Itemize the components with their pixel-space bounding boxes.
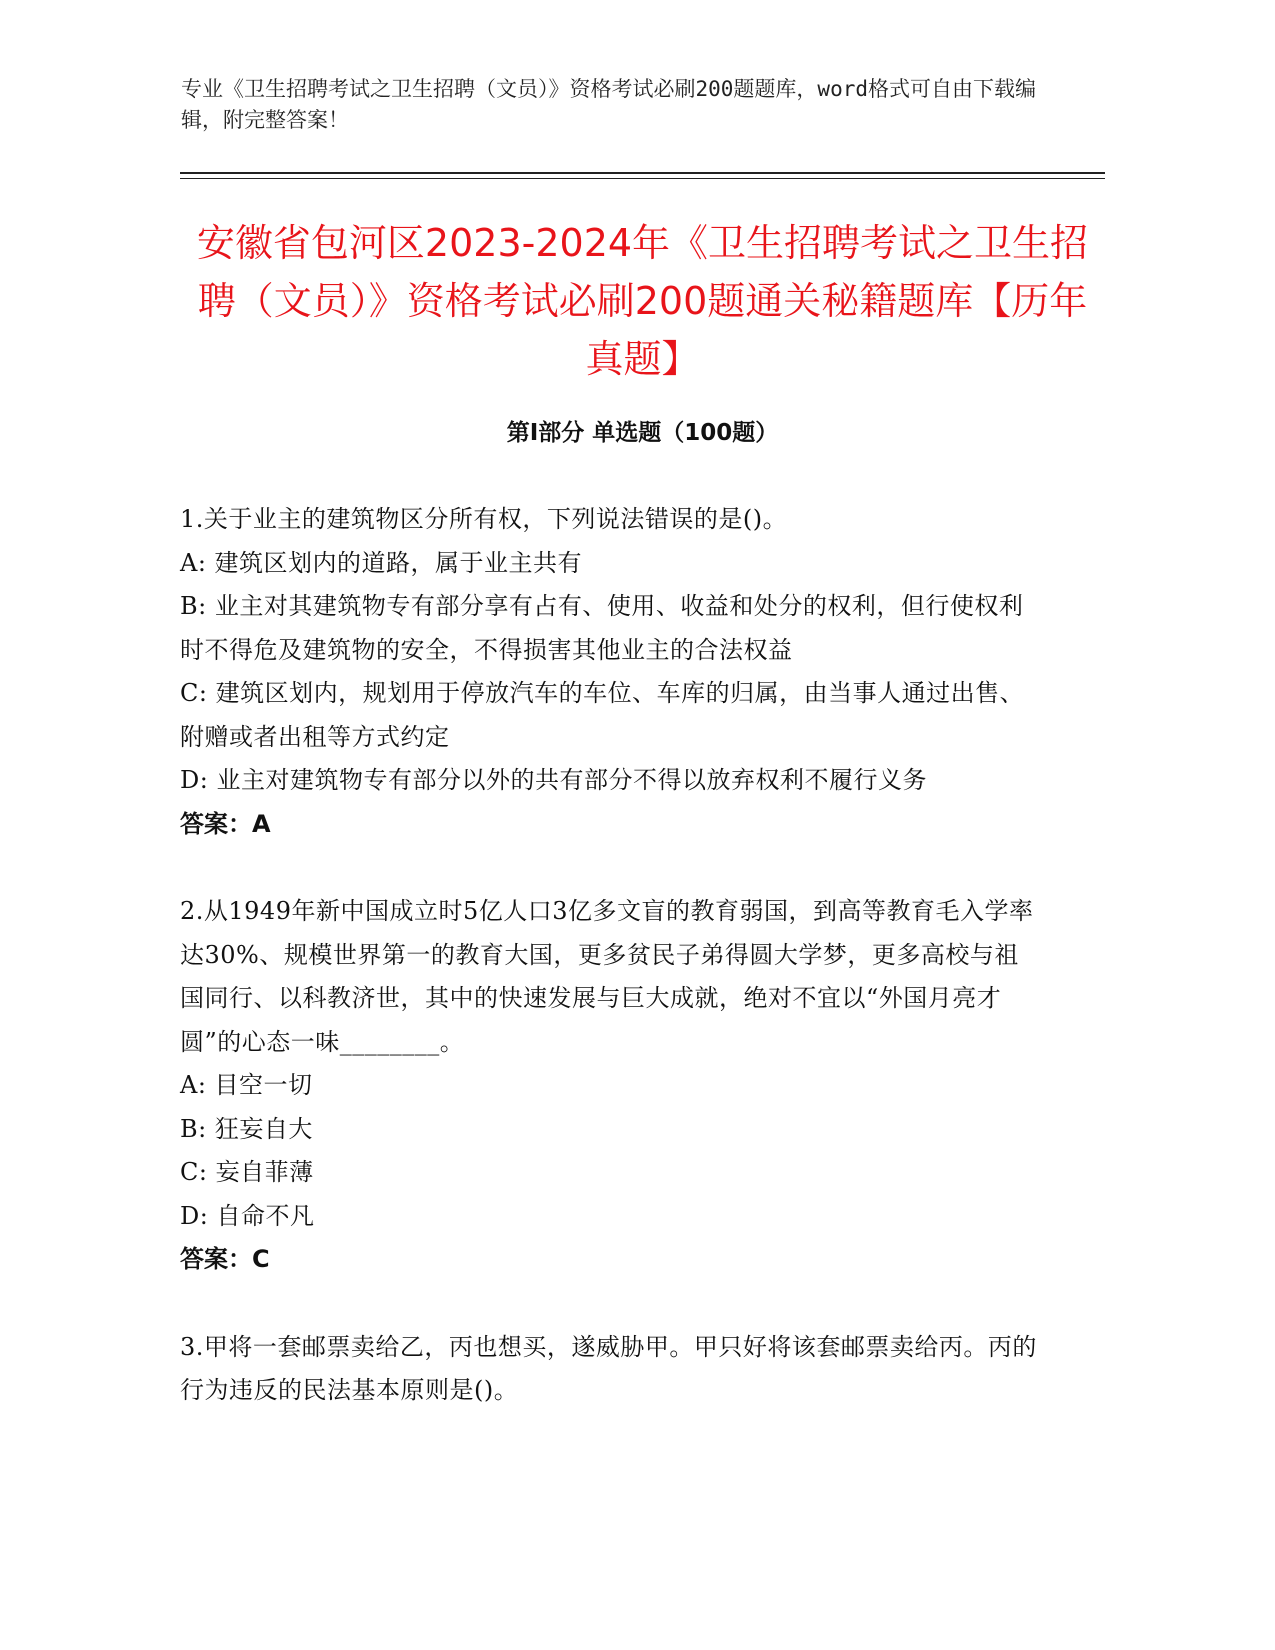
option-d: D: 业主对建筑物专有部分以外的共有部分不得以放弃权利不履行义务 [180,766,927,794]
question-stem: 2.从1949年新中国成立时5亿人口3亿多文盲的教育弱国，到高等教育毛入学率达30%、规模世界第一的教育大国，更多贫民子弟得圆大学梦，更多高校与祖国同行、以科教济世，其中的快速发展与巨大成就，绝对不宜以“外国月亮才圆”的心态一味________。 [180,897,1034,1056]
answer: 答案：C [180,1245,270,1273]
option-a: A: 建筑区划内的道路，属于业主共有 [180,548,583,577]
answer: 答案：A [180,809,271,838]
question-stem: 1.关于业主的建筑物区分所有权，下列说法错误的是()。 [180,505,788,533]
question-3 [180,1326,1040,1413]
document-title: 安徽省包河区2023-2024年《卫生招聘考试之卫生招聘（文员）》资格考试必刷200题通关秘籍题库【历年真题】 [196,221,1089,381]
option-c: C: 妄自菲薄 [180,1158,314,1186]
option-a: A: 目空一切 [180,1071,313,1099]
option-c: C: 建筑区划内，规划用于停放汽车的车位、车库的归属，由当事人通过出售、附赠或者出租等方式约定 [180,679,1025,751]
question-1 [180,498,1040,846]
option-b: B: 业主对其建筑物专有部分享有占有、使用、收益和处分的权利，但行使权利时不得危及建筑物的安全，不得损害其他业主的合法权益 [180,592,1024,664]
option-b: B: 狂妄自大 [180,1114,313,1143]
question-stem: 3.甲将一套邮票卖给乙，丙也想买，遂威胁甲。甲只好将该套邮票卖给丙。丙的行为违反的民法基本原则是()。 [180,1332,1037,1404]
section-title: 第I部分 单选题（100题） [506,420,779,446]
header-divider-thin [180,178,1105,179]
option-d: D: 自命不凡 [180,1201,315,1230]
header-note: 专业《卫生招聘考试之卫生招聘（文员）》资格考试必刷200题题库，word格式可自由下载编辑，附完整答案！ [181,77,1036,132]
question-list [180,498,1040,1457]
header-divider-thick [180,172,1105,174]
question-2 [180,890,1040,1282]
